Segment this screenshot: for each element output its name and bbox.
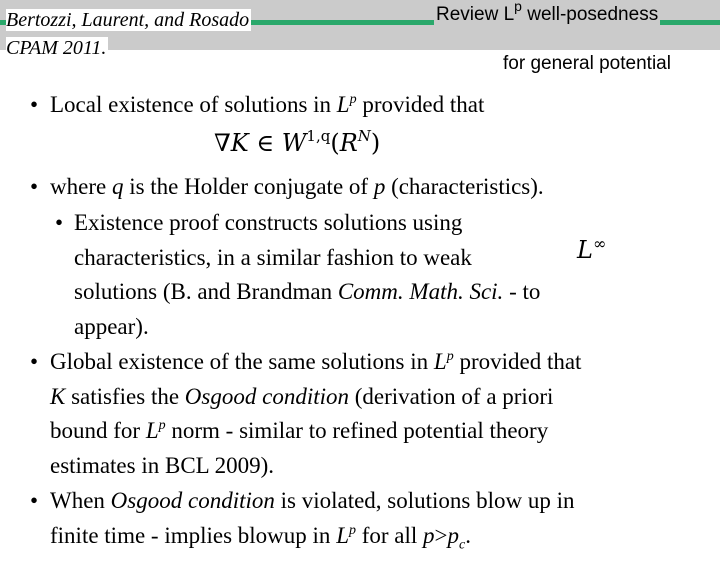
slide-title: Review $L^p$ well-posedness: [436, 0, 659, 25]
sub-bullet-line4: appear).: [74, 314, 149, 339]
bullet-global-existence-line1: Global existence of the same solutions in $L^p$ provided that: [50, 349, 582, 374]
bullet-global-existence-line4: estimates in BCL 2009).: [50, 453, 275, 478]
bullet-blowup-line2: finite time - implies blowup in $L^p$ for all $p>p_c$.: [50, 523, 471, 553]
formula-l-infinity: L∞: [577, 234, 607, 264]
sub-bullet-marker: •: [55, 210, 64, 235]
bullet-marker: •: [30, 488, 39, 513]
sub-bullet-line2: characteristics, in a similar fashion to weak: [74, 245, 472, 270]
formula-gradient-k: ∇K ∈ $W^{1,q}(R^N)$: [214, 127, 381, 157]
citation-line1: Bertozzi, Laurent, and Rosado: [6, 9, 250, 31]
bullet-blowup-line1: When Osgood condition is violated, solutions blow up in: [50, 488, 575, 513]
bullet-global-existence-line2: K satisfies the Osgood condition (derivation of a priori: [50, 384, 554, 409]
bullet-global-existence-line3: bound for $L^p$ norm - similar to refined potential theory: [50, 418, 549, 443]
bullet-marker: •: [30, 349, 39, 374]
citation-line2: CPAM 2011.: [6, 37, 107, 59]
bullet-local-existence: Local existence of solutions in $L^p$ provided that: [50, 92, 485, 117]
bullet-holder-conjugate: where q is the Holder conjugate of p (characteristics).: [50, 174, 544, 199]
bullet-marker: •: [30, 92, 39, 117]
slide-title-line2: for general potential: [503, 53, 671, 74]
bullet-marker: •: [30, 174, 39, 199]
sub-bullet-line3: solutions (B. and Brandman Comm. Math. Sci. - to: [74, 279, 541, 304]
sub-bullet-line1: Existence proof constructs solutions using: [74, 210, 463, 235]
citation: [6, 6, 251, 62]
